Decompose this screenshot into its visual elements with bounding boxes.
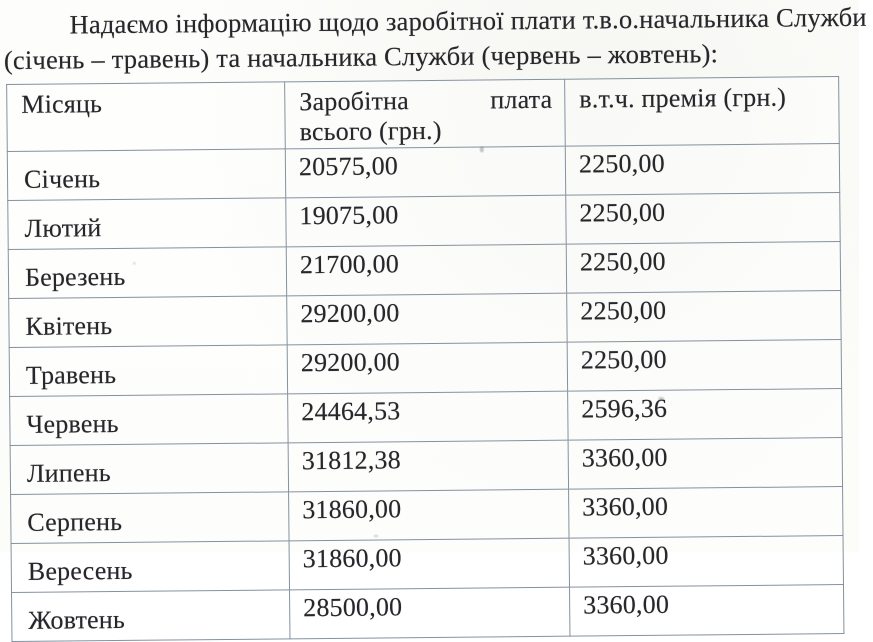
month-cell: Травень — [9, 345, 287, 397]
salary-cell: 29200,00 — [287, 293, 567, 345]
table-row — [10, 389, 842, 446]
salary-table — [6, 76, 844, 642]
salary-cell: 31812,38 — [288, 440, 568, 492]
column-header-bonus: в.т.ч. премія (грн.) — [565, 77, 840, 147]
salary-cell: 21700,00 — [286, 244, 566, 296]
month-cell: Лютий — [8, 198, 286, 250]
salary-cell: 29200,00 — [287, 342, 567, 394]
intro-paragraph — [3, 0, 867, 78]
bonus-cell: 2250,00 — [567, 340, 841, 392]
column-header-month: Місяць — [7, 82, 286, 152]
scan-speckle — [480, 146, 484, 152]
month-cell: Січень — [7, 149, 285, 201]
table-row — [9, 291, 841, 348]
month-cell: Серпень — [11, 492, 289, 544]
bonus-cell: 2250,00 — [565, 144, 839, 196]
table-row — [10, 438, 842, 495]
intro-line-1: Надаємо інформацію щодо заробітної плати т.в.о.начальника Служби — [69, 1, 867, 40]
table-body — [7, 144, 844, 642]
month-cell: Вересень — [11, 541, 289, 593]
intro-line-2: (січень – травень) та начальника Служби (червень – жовтень): — [3, 38, 719, 76]
month-cell: Жовтень — [12, 590, 290, 642]
salary-cell: 20575,00 — [285, 146, 565, 198]
salary-cell: 31860,00 — [289, 538, 569, 590]
table-row — [8, 242, 840, 299]
column-header-salary: Заробітна плата всього (грн.) — [285, 79, 566, 149]
header-row — [7, 77, 840, 152]
table-row — [7, 144, 839, 201]
table-row — [8, 193, 840, 250]
salary-cell: 19075,00 — [286, 195, 566, 247]
month-cell: Червень — [10, 394, 288, 446]
bonus-cell: 2596,36 — [568, 389, 842, 441]
table-row — [11, 487, 843, 544]
table-row — [12, 585, 844, 642]
bonus-cell: 3360,00 — [568, 438, 842, 490]
bonus-cell: 2250,00 — [566, 242, 840, 294]
bonus-cell: 3360,00 — [569, 487, 843, 539]
scan-speckle — [373, 535, 378, 538]
month-cell: Квітень — [9, 296, 287, 348]
salary-cell: 28500,00 — [290, 587, 570, 639]
salary-table-header — [7, 77, 840, 152]
month-cell: Березень — [8, 247, 286, 299]
scan-speckle — [396, 311, 399, 314]
bonus-cell: 2250,00 — [566, 193, 840, 245]
scan-speckle — [658, 397, 664, 401]
month-cell: Липень — [10, 443, 288, 495]
table-row — [11, 536, 843, 593]
salary-cell: 24464,53 — [288, 391, 568, 443]
bonus-cell: 2250,00 — [567, 291, 841, 343]
scan-speckle — [133, 262, 136, 265]
bonus-cell: 3360,00 — [569, 585, 843, 637]
bonus-cell: 3360,00 — [569, 536, 843, 588]
table-row — [9, 340, 841, 397]
salary-cell: 31860,00 — [289, 489, 569, 541]
